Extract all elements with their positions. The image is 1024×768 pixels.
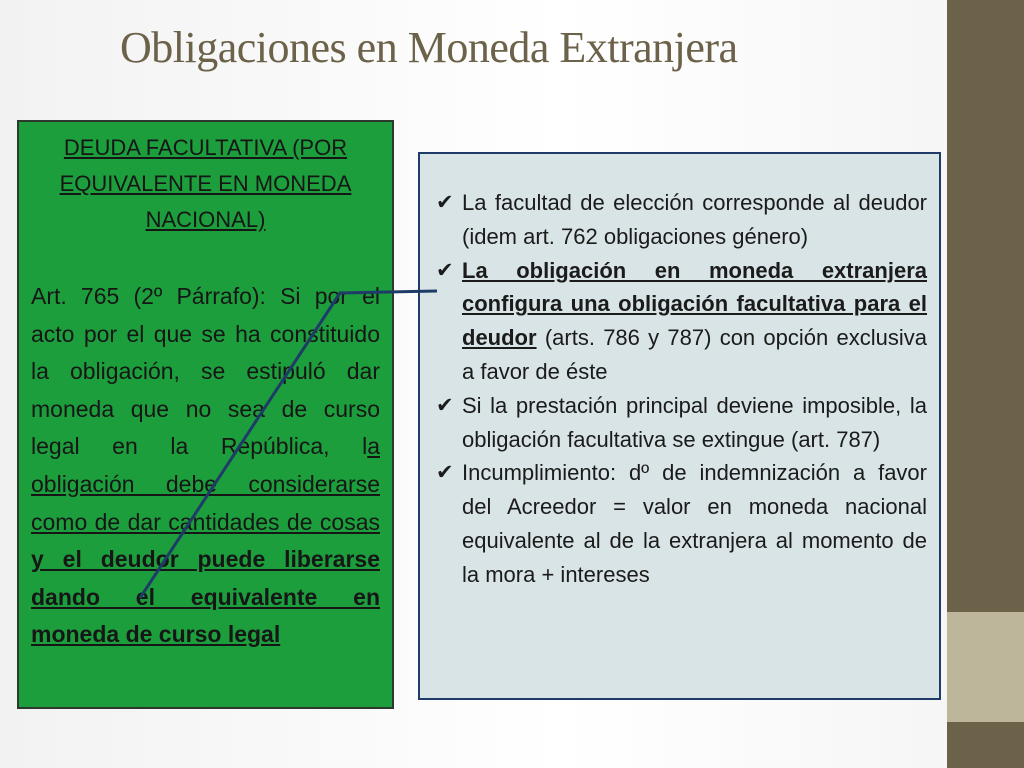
article-text-plain: Art. 765 (2º Párrafo): Si por el acto por el que se ha constituido la obligación, se estipuló dar moneda que no sea de curso legal en la República, l — [31, 283, 380, 460]
list-item — [432, 456, 927, 591]
list-item-text: (arts. 786 y 787) con opción exclusiva a favor de éste — [462, 325, 927, 384]
list-item-text: Si la prestación principal deviene imposible, la obligación facultativa se extingue (art. 787) — [462, 392, 927, 452]
checkmark-icon: ✔ — [436, 461, 454, 485]
checkmark-icon: ✔ — [436, 258, 454, 282]
list-item-text: La facultad de elección corresponde al deudor (idem art. 762 obligaciones género) — [462, 190, 927, 249]
checkmark-icon: ✔ — [436, 191, 454, 214]
explanation-panel — [418, 152, 941, 700]
deuda-facultativa-panel — [17, 120, 394, 709]
slide-title: Obligaciones en Moneda Extranjera — [120, 23, 738, 72]
side-decoration-accent — [947, 612, 1024, 722]
article-text-underlined: a obligación debe considerarse como de dar cantidades de cosas — [31, 433, 380, 535]
panel-heading: DEUDA FACULTATIVA (POR EQUIVALENTE EN MONEDA NACIONAL) — [59, 135, 352, 232]
list-item — [432, 186, 927, 254]
article-text-bold: y el deudor puede liberarse dando el equivalente en moneda de curso legal — [31, 546, 380, 648]
list-item — [432, 389, 927, 457]
list-item-bold-text: La obligación en moneda extranjera configura una obligación facultativa para el deudor — [462, 257, 927, 351]
explanation-list — [432, 186, 927, 592]
list-item-text: Incumplimiento: dº de indemnización a favor del Acreedor = valor en moneda nacional equivalente al de la extranjera al momento de la mora + intereses — [462, 460, 927, 587]
checkmark-icon: ✔ — [436, 393, 454, 417]
list-item — [432, 254, 927, 389]
article-765-text — [31, 278, 380, 654]
